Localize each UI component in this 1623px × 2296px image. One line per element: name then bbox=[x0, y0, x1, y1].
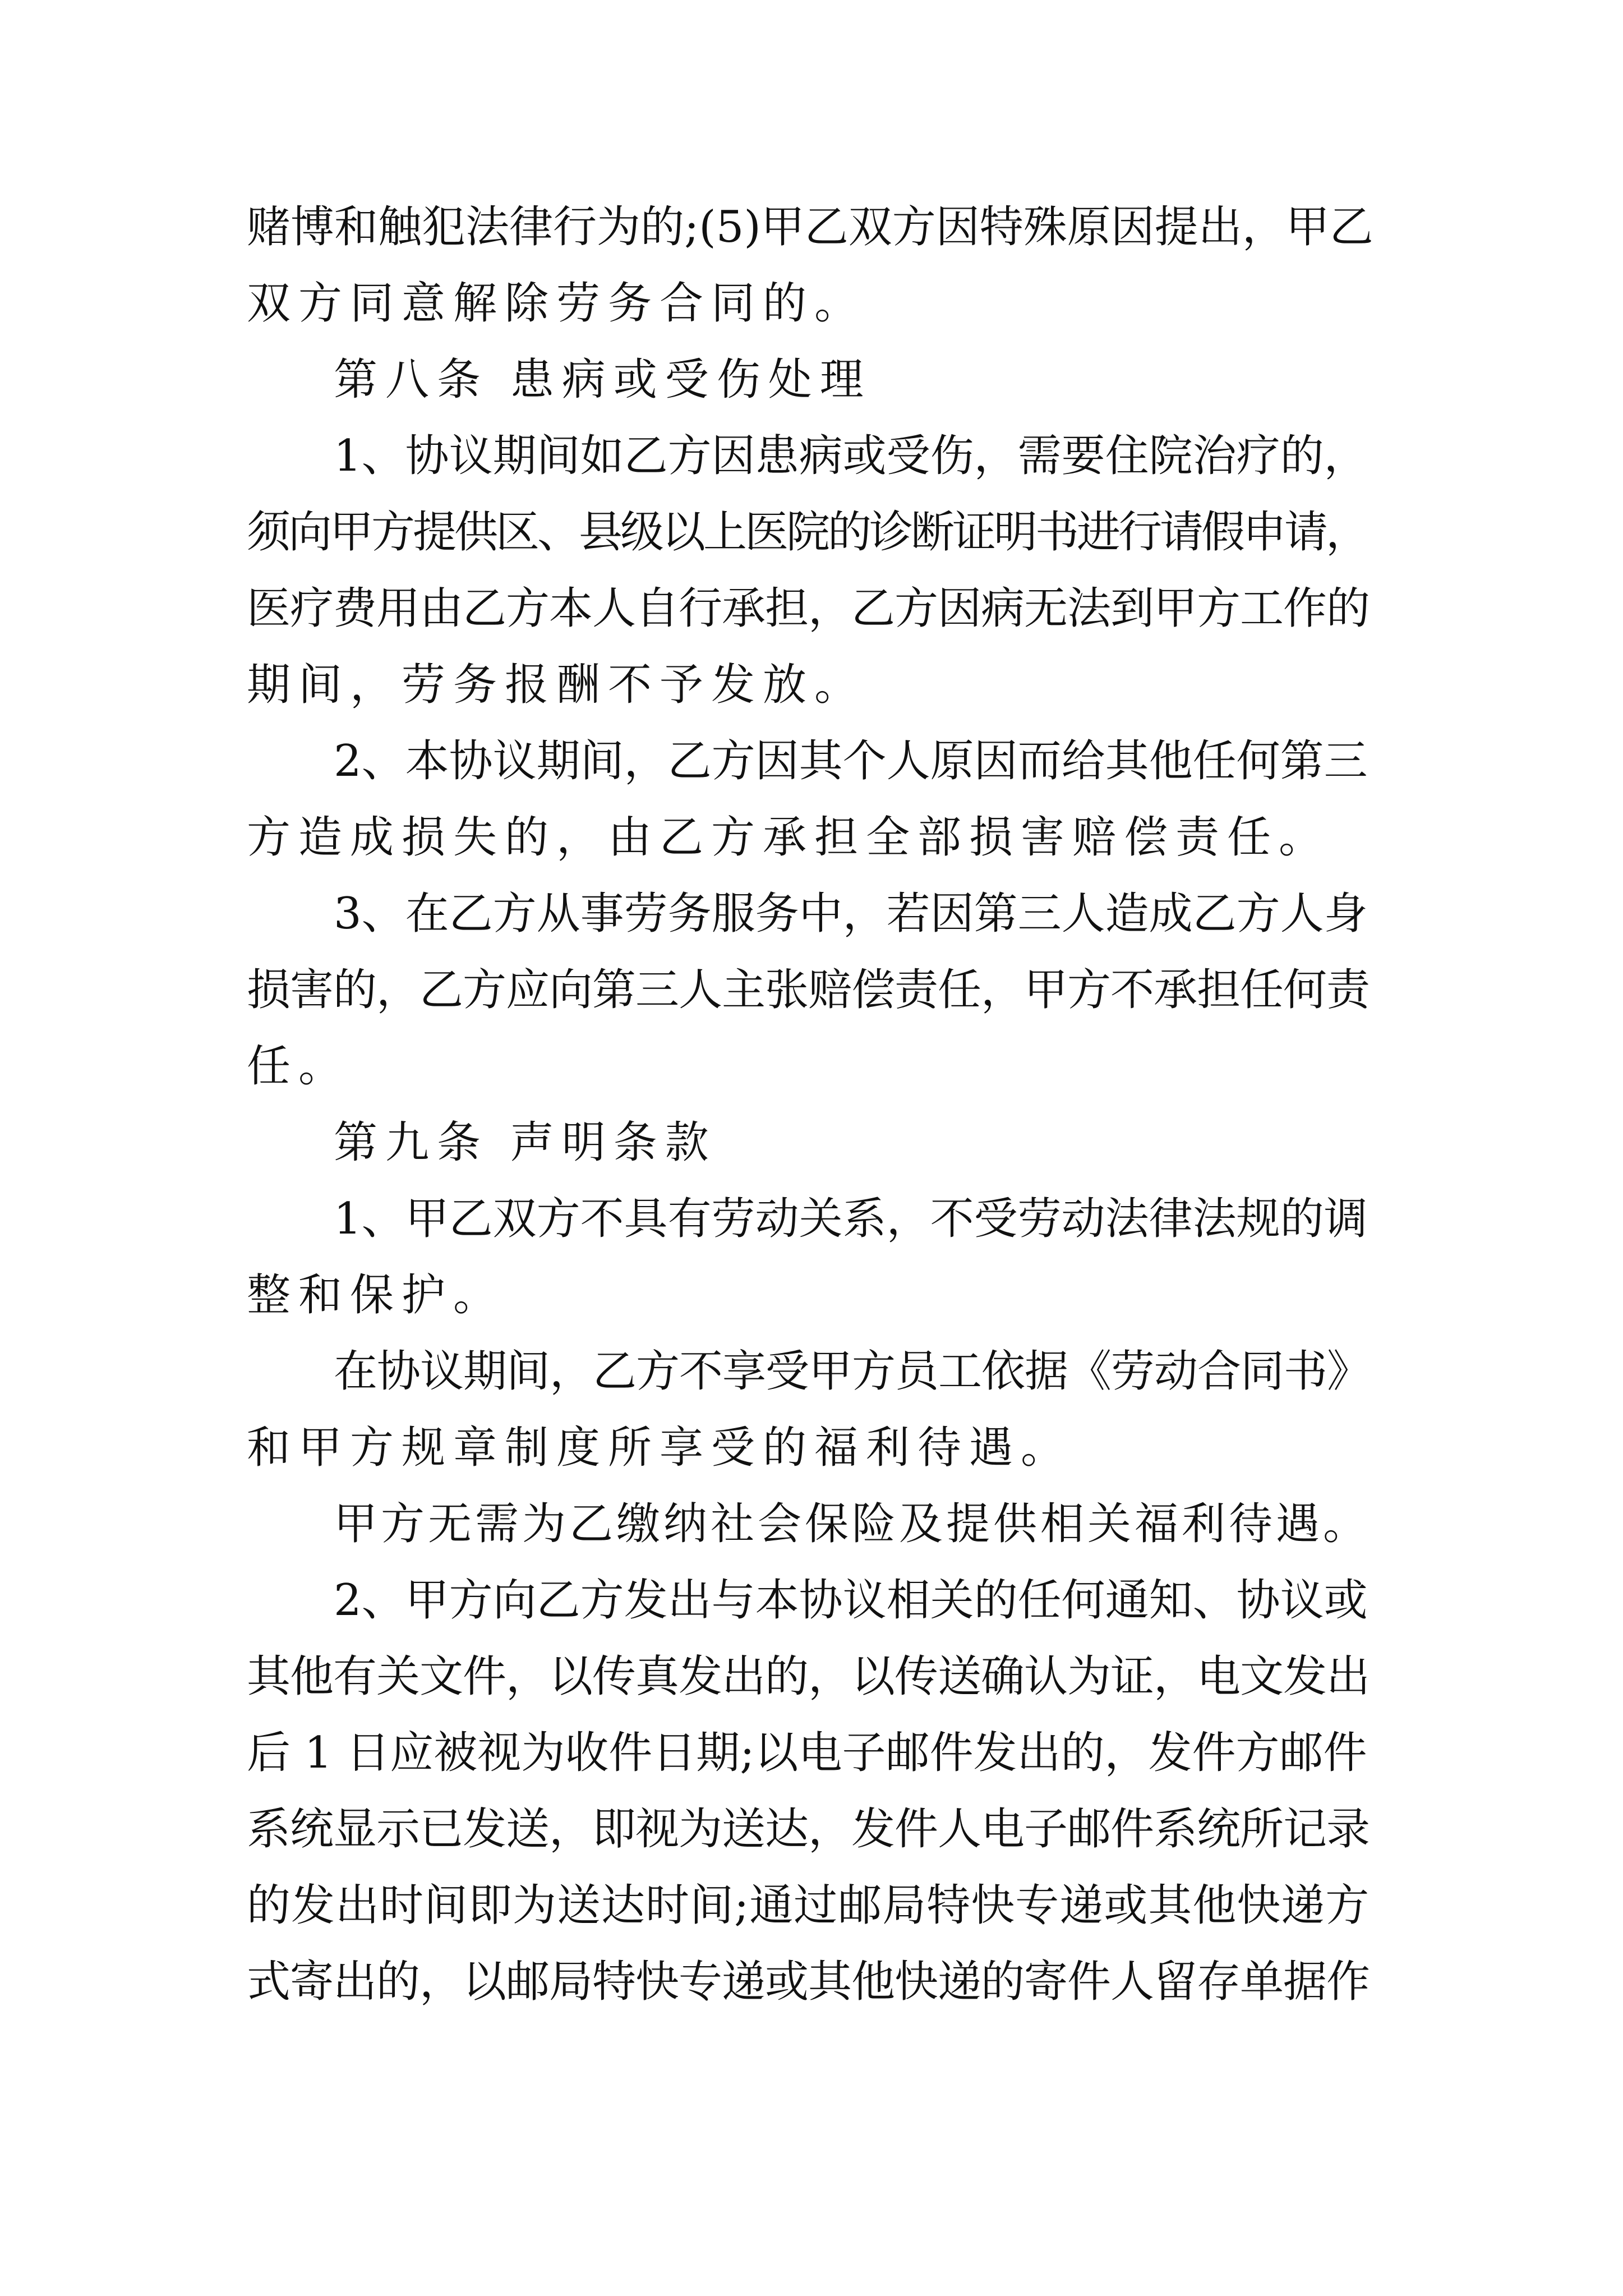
text-line: 医疗费用由乙方本人自行承担，乙方因病无法到甲方工作的 bbox=[247, 583, 1370, 634]
text-line: 后 1 日应被视为收件日期;以电子邮件发出的，发件方邮件 bbox=[247, 1728, 1367, 1778]
text-line: 在协议期间，乙方不享受甲方员工依据《劳动合同书》 bbox=[334, 1346, 1371, 1397]
text-line: 和甲方规章制度所享受的福利待遇。 bbox=[247, 1423, 1073, 1473]
text-line: 式寄出的，以邮局特快专递或其他快递的寄件人留存单据作 bbox=[247, 1957, 1370, 2007]
text-line: 2、本协议期间，乙方因其个人原因而给其他任何第三 bbox=[334, 736, 1368, 786]
text-line: 须向甲方提供区、县级以上医院的诊断证明书进行请假申请， bbox=[247, 507, 1368, 558]
text-line: 1、甲乙双方不具有劳动关系，不受劳动法律法规的调 bbox=[334, 1194, 1368, 1244]
text-line: 损害的，乙方应向第三人主张赔偿责任，甲方不承担任何责 bbox=[247, 965, 1370, 1015]
text-line: 3、在乙方从事劳务服务中，若因第三人造成乙方人身 bbox=[334, 889, 1368, 939]
text-line: 系统显示已发送，即视为送达，发件人电子邮件系统所记录 bbox=[247, 1804, 1370, 1855]
text-line: 2、甲方向乙方发出与本协议相关的任何通知、协议或 bbox=[334, 1575, 1368, 1626]
text-line: 方造成损失的，由乙方承担全部损害赔偿责任。 bbox=[247, 812, 1331, 863]
section-heading: 第八条 患病或受伤处理 bbox=[334, 355, 872, 405]
text-line: 其他有关文件，以传真发出的，以传送确认为证，电文发出 bbox=[247, 1651, 1370, 1702]
section-heading: 第九条 声明条款 bbox=[334, 1117, 717, 1168]
text-line: 整和保护。 bbox=[247, 1270, 505, 1320]
text-line: 赌博和触犯法律行为的;(5)甲乙双方因特殊原因提出，甲乙 bbox=[247, 202, 1373, 252]
text-line: 的发出时间即为送达时间;通过邮局特快专递或其他快递方 bbox=[247, 1880, 1370, 1931]
text-line: 任。 bbox=[247, 1041, 351, 1092]
text-line: 期间，劳务报酬不予发放。 bbox=[247, 660, 866, 710]
text-line: 甲方无需为乙缴纳社会保险及提供相关福利待遇。 bbox=[334, 1499, 1371, 1549]
text-line: 双方同意解除劳务合同的。 bbox=[247, 278, 866, 329]
text-line: 1、协议期间如乙方因患病或受伤，需要住院治疗的， bbox=[334, 431, 1368, 481]
